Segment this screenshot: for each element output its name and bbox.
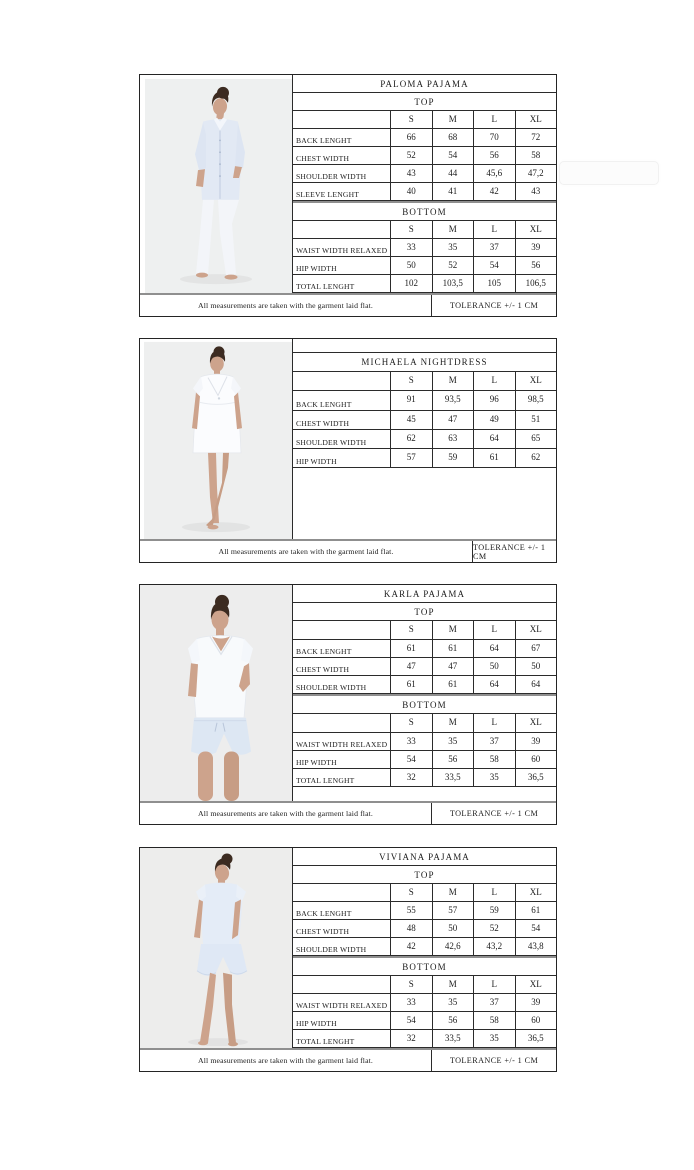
size-header: XL (515, 621, 557, 638)
measurement-value: 60 (515, 1012, 557, 1029)
spacer-row (293, 787, 556, 801)
measurement-value: 62 (515, 449, 557, 467)
measurement-label: TOTAL LENGHT (293, 769, 391, 786)
size-header: M (432, 884, 474, 901)
measurement-value: 64 (473, 676, 515, 693)
measurement-value: 51 (515, 411, 557, 429)
measurement-value: 54 (432, 147, 474, 164)
measurement-row (293, 275, 556, 293)
michaela-photo-illustration (140, 339, 292, 539)
measurement-row (293, 938, 556, 956)
measurement-value: 45,6 (473, 165, 515, 182)
size-header: L (473, 221, 515, 238)
measurement-row (293, 676, 556, 694)
size-header: S (408, 717, 414, 728)
size-header: M (432, 714, 474, 731)
measurement-label: WAIST WIDTH RELAXED (293, 239, 391, 256)
measurement-value: 105 (473, 275, 515, 292)
table-footer (140, 801, 556, 824)
size-header: XL (515, 884, 557, 901)
tolerance-note: TOLERANCE +/- 1 CM (472, 541, 556, 562)
measurement-value: 47 (432, 658, 474, 675)
measurement-note: All measurements are taken with the garment laid flat. (218, 547, 394, 556)
measurement-value: 68 (432, 129, 474, 146)
measurement-label: CHEST WIDTH (293, 147, 391, 164)
highlight-artifact (559, 161, 659, 185)
measurement-value: 103,5 (432, 275, 474, 292)
measurement-value: 52 (473, 920, 515, 937)
size-header: L (473, 372, 515, 390)
measurement-value: 72 (515, 129, 557, 146)
size-header: XL (515, 976, 557, 993)
measurement-label: BACK LENGHT (293, 129, 391, 146)
measurement-value: 33 (406, 735, 416, 746)
measurement-value: 35 (432, 733, 474, 750)
measurement-row (293, 733, 556, 751)
measurement-note: All measurements are taken with the garment laid flat. (198, 1056, 373, 1065)
measurement-value: 64 (515, 676, 557, 693)
section-header-top: TOP (293, 603, 556, 621)
measurement-value: 43,2 (473, 938, 515, 955)
measurement-value: 61 (432, 640, 474, 657)
product-photo-paloma (140, 75, 293, 293)
table-title: KARLA PAJAMA (293, 585, 556, 603)
product-photo-viviana (140, 848, 293, 1048)
product-photo-michaela (140, 339, 293, 539)
measurement-row (293, 1030, 556, 1048)
measurement-value: 96 (473, 391, 515, 409)
viviana-photo-illustration (140, 848, 292, 1048)
size-chart-karla (139, 584, 557, 825)
measurement-row (293, 1012, 556, 1030)
measurement-value: 35 (432, 239, 474, 256)
section-header-top: TOP (293, 93, 556, 111)
measurement-value: 43 (406, 168, 416, 178)
size-header-row (293, 372, 556, 391)
measurement-value: 65 (515, 430, 557, 448)
measurement-value: 50 (515, 658, 557, 675)
measurement-table (293, 339, 556, 539)
size-header: S (408, 375, 414, 386)
size-header: S (408, 624, 414, 635)
measurement-value: 70 (473, 129, 515, 146)
measurement-value: 54 (406, 753, 416, 764)
measurement-value: 55 (406, 905, 416, 915)
size-header-row (293, 111, 556, 129)
measurement-value: 58 (473, 751, 515, 768)
measurement-value: 56 (432, 751, 474, 768)
product-photo-karla (140, 585, 293, 801)
chart-body (140, 339, 556, 539)
measurement-row (293, 257, 556, 275)
measurement-value: 62 (406, 432, 416, 443)
measurement-value: 47 (432, 411, 474, 429)
measurement-label: SLEEVE LENGHT (293, 183, 391, 200)
measurement-note: All measurements are taken with the garment laid flat. (198, 809, 373, 818)
measurement-label: BACK LENGHT (293, 640, 391, 657)
measurement-label: SHOULDER WIDTH (293, 676, 391, 693)
empty-label-cell (293, 976, 391, 993)
measurement-value: 54 (473, 257, 515, 274)
measurement-value: 63 (432, 430, 474, 448)
measurement-row (293, 902, 556, 920)
size-header-row (293, 621, 556, 639)
size-header: M (432, 621, 474, 638)
measurement-label: CHEST WIDTH (293, 658, 391, 675)
measurement-label: CHEST WIDTH (293, 411, 391, 429)
measurement-row (293, 920, 556, 938)
measurement-value: 39 (515, 733, 557, 750)
measurement-label: BACK LENGHT (293, 902, 391, 919)
size-header: M (432, 372, 474, 390)
measurement-value: 61 (432, 676, 474, 693)
size-header-row (293, 714, 556, 732)
measurement-label: WAIST WIDTH RELAXED (293, 733, 391, 750)
table-footer (140, 539, 556, 562)
measurement-value: 42 (473, 183, 515, 200)
size-header: L (473, 111, 515, 128)
size-header: S (408, 979, 414, 989)
measurement-label: TOTAL LENGHT (293, 275, 391, 292)
measurement-row (293, 165, 556, 183)
measurement-label: SHOULDER WIDTH (293, 938, 391, 955)
size-chart-michaela (139, 338, 557, 563)
tolerance-note: TOLERANCE +/- 1 CM (431, 1050, 556, 1071)
size-header-row (293, 976, 556, 994)
measurement-value: 98,5 (515, 391, 557, 409)
measurement-value: 61 (406, 642, 416, 653)
measurement-value: 56 (515, 257, 557, 274)
measurement-value: 36,5 (515, 1030, 557, 1047)
measurement-value: 61 (406, 678, 416, 689)
empty-label-cell (293, 111, 391, 128)
measurement-value: 40 (406, 186, 416, 196)
measurement-table (293, 585, 556, 801)
tolerance-note: TOLERANCE +/- 1 CM (431, 803, 556, 824)
size-header: S (408, 114, 414, 124)
measurement-note: All measurements are taken with the garment laid flat. (198, 301, 373, 310)
measurement-row (293, 640, 556, 658)
size-header: M (432, 111, 474, 128)
size-header: XL (515, 111, 557, 128)
size-header: L (473, 976, 515, 993)
empty-label-cell (293, 714, 391, 731)
measurement-row (293, 129, 556, 147)
size-header: XL (515, 221, 557, 238)
measurement-value: 33,5 (432, 1030, 474, 1047)
measurement-value: 102 (404, 278, 418, 288)
empty-label-cell (293, 372, 391, 390)
size-header: M (432, 976, 474, 993)
section-header-bottom: BOTTOM (293, 201, 556, 221)
measurement-value: 54 (515, 920, 557, 937)
measurement-row (293, 430, 556, 449)
measurement-value: 49 (473, 411, 515, 429)
measurement-value: 37 (473, 994, 515, 1011)
size-header: L (473, 621, 515, 638)
measurement-row (293, 658, 556, 676)
measurement-value: 37 (473, 733, 515, 750)
measurement-row (293, 449, 556, 468)
size-header: L (473, 714, 515, 731)
table-title: MICHAELA NIGHTDRESS (293, 353, 556, 372)
section-header-top: TOP (293, 866, 556, 884)
measurement-value: 91 (406, 394, 416, 405)
measurement-label: CHEST WIDTH (293, 920, 391, 937)
measurement-row (293, 769, 556, 787)
empty-label-cell (293, 621, 391, 638)
measurement-value: 47,2 (515, 165, 557, 182)
measurement-value: 93,5 (432, 391, 474, 409)
measurement-value: 35 (473, 1030, 515, 1047)
measurement-value: 58 (515, 147, 557, 164)
measurement-row (293, 239, 556, 257)
measurement-value: 37 (473, 239, 515, 256)
measurement-row (293, 183, 556, 201)
measurement-value: 39 (515, 239, 557, 256)
measurement-value: 106,5 (515, 275, 557, 292)
measurement-value: 33,5 (432, 769, 474, 786)
measurement-value: 57 (406, 451, 416, 462)
measurement-label: HIP WIDTH (293, 449, 391, 467)
chart-body (140, 75, 556, 293)
measurement-value: 50 (406, 260, 416, 270)
measurement-value: 43 (515, 183, 557, 200)
measurement-value: 36,5 (515, 769, 557, 786)
measurement-label: WAIST WIDTH RELAXED (293, 994, 391, 1011)
measurement-value: 41 (432, 183, 474, 200)
karla-photo-illustration (140, 585, 292, 801)
measurement-value: 61 (515, 902, 557, 919)
measurement-value: 64 (473, 430, 515, 448)
measurement-value: 67 (515, 640, 557, 657)
measurement-value: 64 (473, 640, 515, 657)
measurement-value: 33 (406, 242, 416, 252)
size-header: XL (515, 372, 557, 390)
measurement-value: 50 (432, 920, 474, 937)
measurement-value: 32 (406, 1033, 416, 1043)
empty-label-cell (293, 221, 391, 238)
measurement-value: 42,6 (432, 938, 474, 955)
tolerance-note: TOLERANCE +/- 1 CM (431, 295, 556, 316)
measurement-label: SHOULDER WIDTH (293, 430, 391, 448)
measurement-label: HIP WIDTH (293, 1012, 391, 1029)
measurement-table (293, 75, 556, 293)
measurement-label: TOTAL LENGHT (293, 1030, 391, 1047)
measurement-value: 50 (473, 658, 515, 675)
measurement-row (293, 994, 556, 1012)
measurement-value: 57 (432, 902, 474, 919)
measurement-value: 35 (432, 994, 474, 1011)
size-header: XL (515, 714, 557, 731)
measurement-value: 60 (515, 751, 557, 768)
measurement-value: 59 (473, 902, 515, 919)
measurement-value: 42 (406, 941, 416, 951)
size-header: M (432, 221, 474, 238)
measurement-table (293, 848, 556, 1048)
measurement-value: 45 (406, 413, 416, 424)
measurement-value: 61 (473, 449, 515, 467)
measurement-value: 43,8 (515, 938, 557, 955)
table-title: PALOMA PAJAMA (293, 75, 556, 93)
measurement-row (293, 751, 556, 769)
size-header: S (408, 887, 414, 897)
measurement-value: 58 (473, 1012, 515, 1029)
table-title: VIVIANA PAJAMA (293, 848, 556, 866)
spacer-row (293, 339, 556, 353)
measurement-label: HIP WIDTH (293, 751, 391, 768)
measurement-label: SHOULDER WIDTH (293, 165, 391, 182)
measurement-value: 59 (432, 449, 474, 467)
size-header-row (293, 884, 556, 902)
measurement-value: 47 (406, 660, 416, 671)
size-header-row (293, 221, 556, 239)
paloma-photo-illustration (140, 75, 292, 293)
measurement-value: 33 (406, 997, 416, 1007)
measurement-value: 54 (406, 1015, 416, 1025)
empty-area (293, 468, 556, 539)
measurement-value: 48 (406, 923, 416, 933)
measurement-value: 39 (515, 994, 557, 1011)
empty-label-cell (293, 884, 391, 901)
size-chart-viviana (139, 847, 557, 1072)
measurement-label: HIP WIDTH (293, 257, 391, 274)
measurement-row (293, 147, 556, 165)
chart-body (140, 848, 556, 1048)
measurement-label: BACK LENGHT (293, 391, 391, 409)
chart-body (140, 585, 556, 801)
section-header-bottom: BOTTOM (293, 956, 556, 976)
size-header: S (408, 224, 414, 234)
measurement-row (293, 391, 556, 410)
measurement-value: 44 (432, 165, 474, 182)
measurement-value: 35 (473, 769, 515, 786)
section-header-bottom: BOTTOM (293, 694, 556, 714)
size-header: L (473, 884, 515, 901)
measurement-value: 52 (406, 150, 416, 160)
measurement-row (293, 411, 556, 430)
measurement-value: 52 (432, 257, 474, 274)
size-chart-paloma (139, 74, 557, 317)
measurement-value: 56 (432, 1012, 474, 1029)
table-footer (140, 293, 556, 316)
measurement-value: 56 (473, 147, 515, 164)
measurement-value: 66 (406, 132, 416, 142)
measurement-value: 32 (406, 771, 416, 782)
table-footer (140, 1048, 556, 1071)
